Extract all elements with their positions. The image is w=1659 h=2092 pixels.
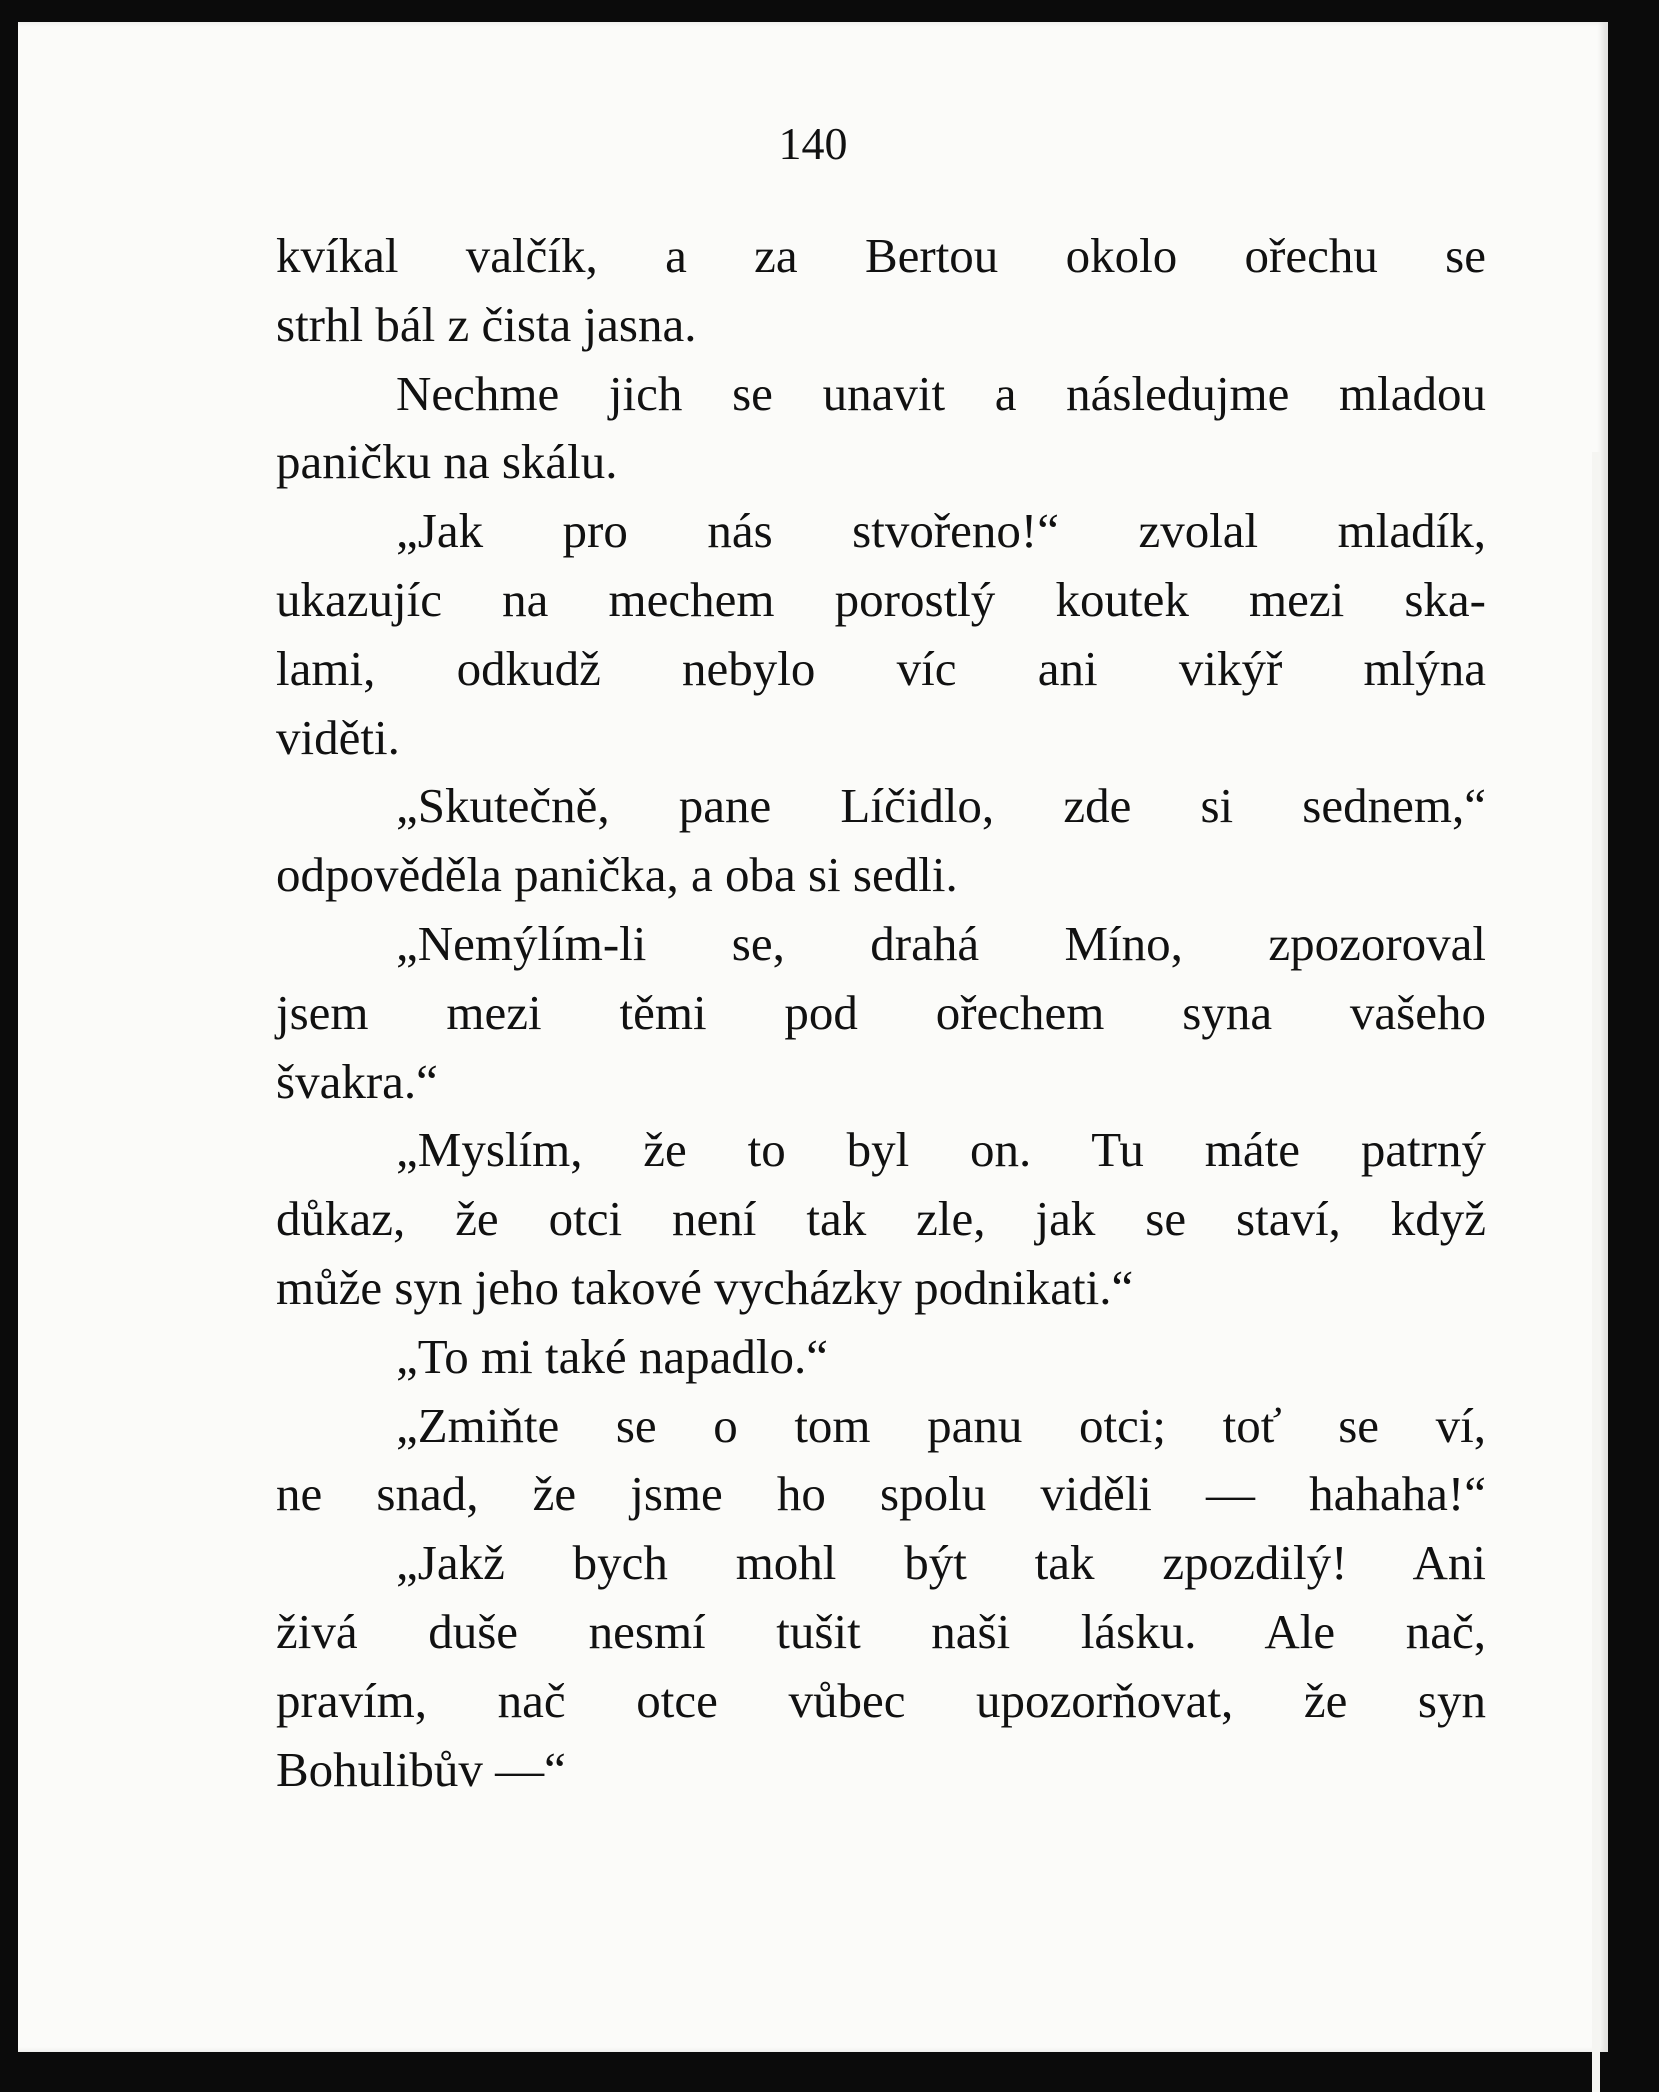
text-line: „Myslím, že to byl on. Tu máte patrný xyxy=(396,1122,1486,1178)
body-text xyxy=(276,222,1486,1804)
text-line: lami, odkudž nebylo víc ani vikýř mlýna xyxy=(276,640,1486,696)
text-line: živá duše nesmí tušit naši lásku. Ale nač, xyxy=(276,1603,1486,1659)
text-line: „Jak pro nás stvořeno!“ zvolal mladík, xyxy=(396,503,1486,559)
text-line: odpověděla panička, a oba si sedli. xyxy=(276,847,958,903)
text-line: jsem mezi těmi pod ořechem syna vašeho xyxy=(276,984,1486,1040)
text-line: viděti. xyxy=(276,709,400,765)
text-line: Bohulibův —“ xyxy=(276,1741,566,1797)
text-line: „To mi také napadlo.“ xyxy=(396,1328,828,1384)
book-page xyxy=(18,22,1608,2052)
page-number: 140 xyxy=(778,118,848,169)
text-line: důkaz, že otci není tak zle, jak se staví, když xyxy=(276,1191,1486,1247)
text-line: ne snad, že jsme ho spolu viděli — hahaha!“ xyxy=(276,1466,1486,1522)
text-line: strhl bál z čista jasna. xyxy=(276,296,697,352)
text-line: ukazujíc na mechem porostlý koutek mezi ska- xyxy=(276,571,1486,627)
text-line: paničku na skálu. xyxy=(276,434,618,490)
text-line: „Skutečně, pane Líčidlo, zde si sednem,“ xyxy=(396,778,1486,834)
text-line: „Zmiňte se o tom panu otci; toť se ví, xyxy=(396,1397,1486,1453)
text-line: Nechme jich se unavit a následujme mladou xyxy=(396,365,1486,421)
text-line: „Nemýlím-li se, drahá Míno, zpozoroval xyxy=(396,915,1486,971)
text-line: může syn jeho takové vycházky podnikati.“ xyxy=(276,1259,1134,1315)
page-edge xyxy=(1592,452,1600,2092)
text-line: kvíkal valčík, a za Bertou okolo ořechu se xyxy=(276,228,1486,283)
text-line: švakra.“ xyxy=(276,1053,438,1109)
text-line: pravím, nač otce vůbec upozorňovat, že syn xyxy=(276,1672,1486,1728)
text-line: „Jakž bych mohl být tak zpozdilý! Ani xyxy=(396,1535,1486,1591)
